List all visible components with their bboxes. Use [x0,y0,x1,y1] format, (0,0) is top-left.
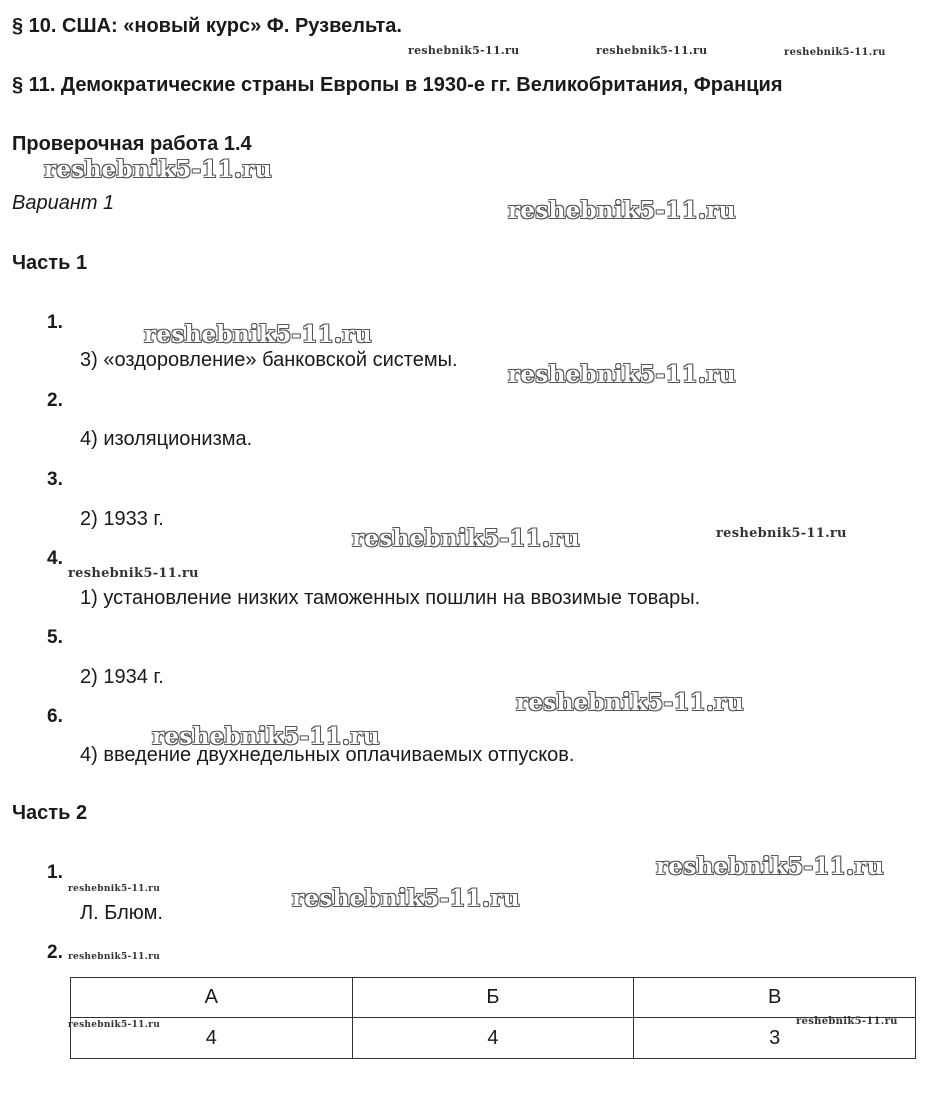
watermark: reshebnik5-11.ru [508,197,736,224]
watermark: reshebnik5-11.ru [784,47,886,58]
watermark: reshebnik5-11.ru [516,689,744,716]
table-value-b: 4 [352,1018,634,1059]
test-title: Проверочная работа 1.4 [12,133,252,155]
section-10-heading: § 10. США: «новый курс» Ф. Рузвельта. [12,15,402,37]
watermark: reshebnik5-11.ru [508,361,736,388]
variant-label: Вариант 1 [12,192,115,214]
watermark: reshebnik5-11.ru [144,321,372,348]
answer-table [70,977,916,1059]
watermark: reshebnik5-11.ru [292,885,520,912]
table-value-v: 3 [634,1018,916,1059]
question-number: 3. [47,469,63,490]
question-number: 6. [47,706,63,727]
answer-text: 4) изоляционизма. [80,428,253,450]
question-number: 2. [47,390,63,411]
watermark: reshebnik5-11.ru [68,1020,161,1030]
watermark: reshebnik5-11.ru [408,44,520,57]
question-number: 5. [47,627,63,648]
watermark: reshebnik5-11.ru [68,566,199,581]
watermark: reshebnik5-11.ru [352,525,580,552]
question-number: 1. [47,862,63,883]
question-number: 4. [47,548,63,569]
part-1-title: Часть 1 [12,252,88,274]
watermark: reshebnik5-11.ru [656,853,884,880]
section-11-heading: § 11. Демократические страны Европы в 1930-е гг. Великобритания, Франция [12,74,783,96]
question-number: 1. [47,312,63,333]
watermark: reshebnik5-11.ru [796,1016,898,1027]
answer-text: 4) введение двухнедельных оплачиваемых отпусков. [80,744,575,766]
table-header-b: Б [352,978,634,1018]
table-header-v: В [634,978,916,1018]
question-number: 2. [47,942,63,963]
watermark: reshebnik5-11.ru [716,526,847,541]
table-value-a: 4 [71,1018,353,1059]
table-header-a: А [71,978,353,1018]
answer-text: 1) установление низких таможенных пошлин на ввозимые товары. [80,587,701,609]
answer-text: Л. Блюм. [80,902,163,924]
answer-text: 2) 1934 г. [80,666,164,688]
answer-text: 3) «оздоровление» банковской системы. [80,349,458,371]
part-2-title: Часть 2 [12,802,88,824]
watermark: reshebnik5-11.ru [68,884,161,894]
watermark: reshebnik5-11.ru [596,44,708,57]
watermark: reshebnik5-11.ru [68,952,161,962]
watermark: reshebnik5-11.ru [152,723,380,750]
answer-text: 2) 1933 г. [80,508,164,530]
watermark: reshebnik5-11.ru [44,156,272,183]
